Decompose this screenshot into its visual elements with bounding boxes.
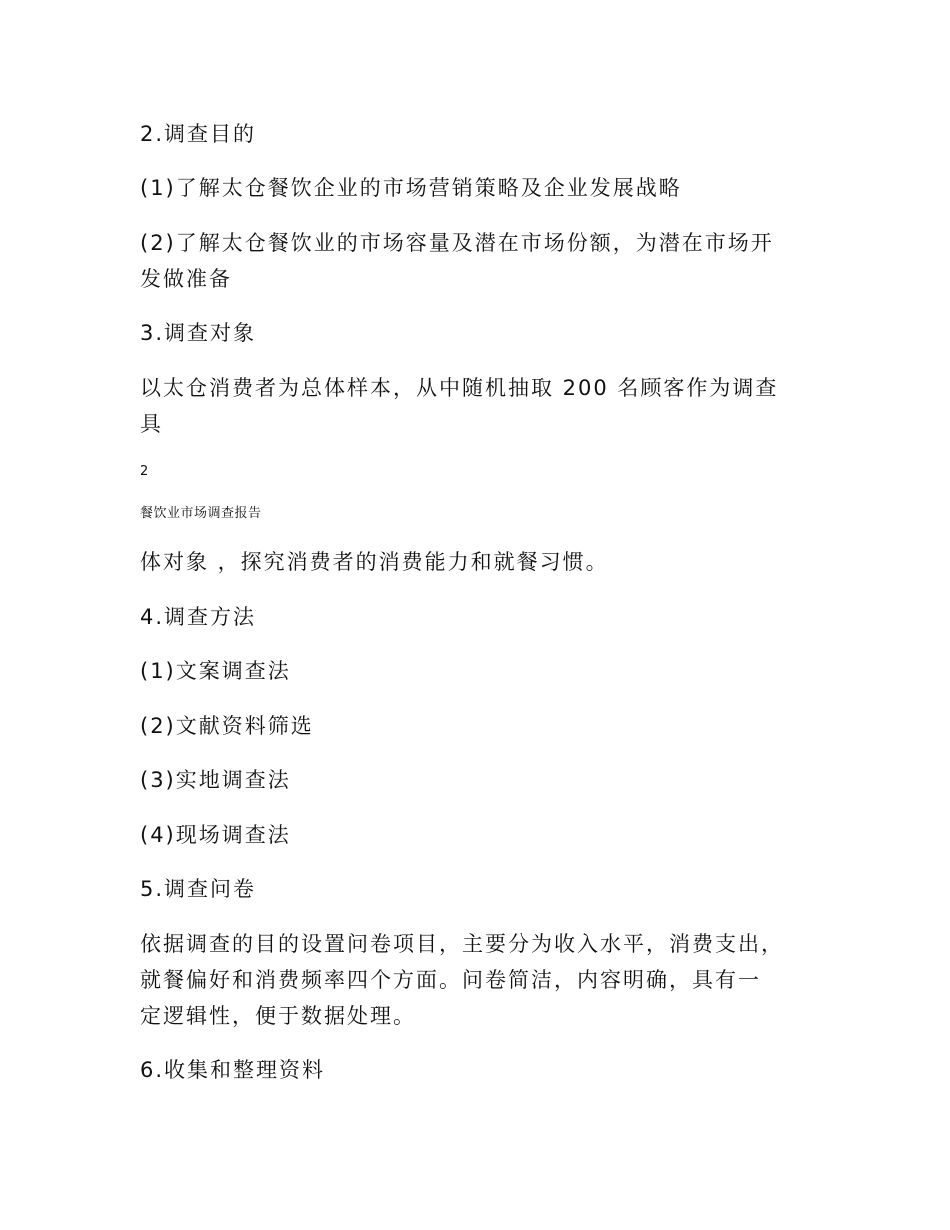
section-heading-collect: 6.收集和整理资料 [140, 1058, 326, 1082]
object-paragraph-line-1: 以太仓消费者为总体样本，从中随机抽取 200 名顾客作为调查 [140, 376, 779, 400]
page-number: 2 [140, 464, 149, 479]
method-item-1: (1)文案调查法 [140, 659, 291, 683]
purpose-item-2-line-1: (2)了解太仓餐饮业的市场容量及潜在市场份额，为潜在市场开 [140, 231, 774, 255]
questionnaire-paragraph-line-2: 就餐偏好和消费频率四个方面。问卷简洁，内容明确，具有一 [140, 968, 761, 992]
questionnaire-paragraph-line-3: 定逻辑性，便于数据处理。 [140, 1004, 416, 1028]
section-heading-purpose: 2.调查目的 [140, 122, 257, 146]
questionnaire-paragraph-line-1: 依据调查的目的设置问卷项目，主要分为收入水平，消费支出， [140, 932, 784, 956]
purpose-item-1: (1)了解太仓餐饮企业的市场营销策略及企业发展战略 [140, 176, 682, 200]
section-heading-questionnaire: 5.调查问卷 [140, 877, 257, 901]
running-header: 餐饮业市场调查报告 [140, 506, 262, 521]
section-heading-method: 4.调查方法 [140, 605, 257, 629]
method-item-4: (4)现场调查法 [140, 823, 291, 847]
method-item-3: (3)实地调查法 [140, 768, 291, 792]
object-paragraph-line-2: 具 [140, 412, 163, 436]
purpose-item-2-line-2: 发做准备 [140, 267, 232, 291]
section-heading-object: 3.调查对象 [140, 321, 257, 345]
object-paragraph-continued: 体对象 ，探究消费者的消费能力和就餐习惯。 [140, 550, 609, 574]
method-item-2: (2)文献资料筛选 [140, 714, 314, 738]
